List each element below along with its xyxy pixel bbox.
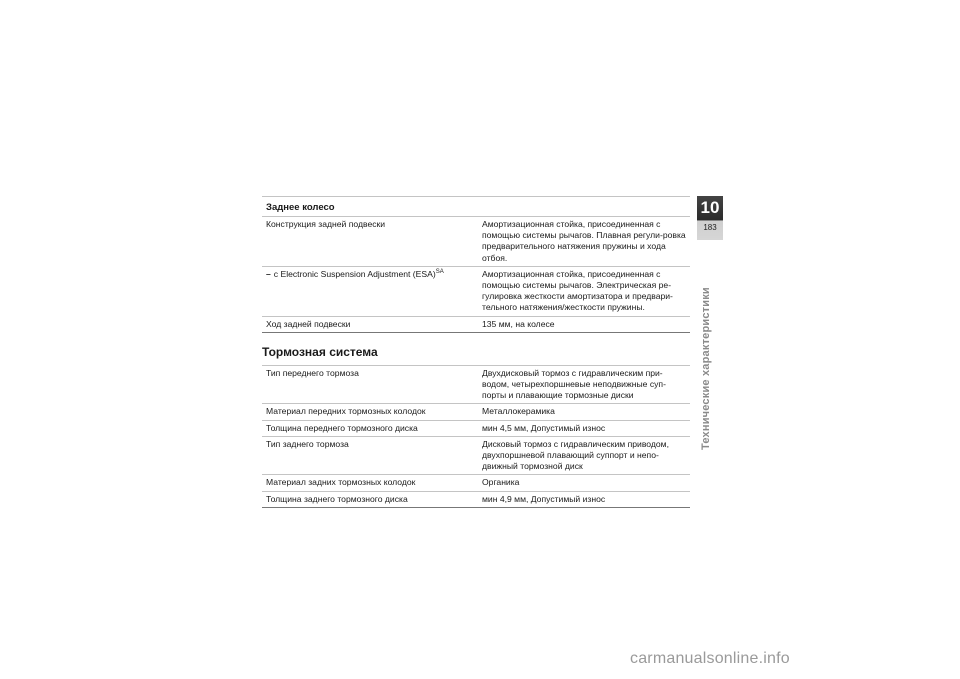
row-label-text: с Electronic Suspension Adjustment (ESA) xyxy=(273,268,436,279)
brakes-table xyxy=(262,365,690,508)
row-value: Дисковый тормоз с гидравлическим приводом, двухпоршневой плавающий суппорт и непо-движный тормозной диск xyxy=(478,436,690,475)
chapter-tab xyxy=(697,196,723,240)
chapter-number: 10 xyxy=(700,198,720,217)
row-value: Амортизационная стойка, присоединенная с помощью системы рычагов. Электрическая ре-гулировка жесткости амортизатора и предвари-тельного натяжения/жесткости пружины. xyxy=(478,266,690,316)
row-value: Двухдисковый тормоз с гидравлическим при-водом, четырехпоршневые неподвижные суп-порты и плавающие тормозные диски xyxy=(478,365,690,404)
row-label: Тип заднего тормоза xyxy=(262,436,478,475)
row-label: Ход задней подвески xyxy=(262,316,478,332)
page-number: 183 xyxy=(703,223,717,232)
row-label: Тип переднего тормоза xyxy=(262,365,478,404)
table-row xyxy=(262,436,690,475)
table-row xyxy=(262,404,690,420)
table-row xyxy=(262,475,690,491)
row-label: Толщина переднего тормозного диска xyxy=(262,420,478,436)
row-label-esa xyxy=(262,266,478,316)
chapter-side-title: Технические характеристики xyxy=(700,287,712,450)
row-value: 135 мм, на колесе xyxy=(478,316,690,332)
row-value: Органика xyxy=(478,475,690,491)
row-label: Материал задних тормозных колодок xyxy=(262,475,478,491)
row-label: Конструкция задней подвески xyxy=(262,217,478,267)
row-label: Материал передних тормозных колодок xyxy=(262,404,478,420)
rear-wheel-title: Заднее колесо xyxy=(262,196,690,216)
table-row xyxy=(262,266,690,316)
spec-content xyxy=(262,196,690,508)
row-value: мин 4,5 мм, Допустимый износ xyxy=(478,420,690,436)
table-row xyxy=(262,217,690,267)
option-sup: SA xyxy=(435,268,444,275)
table-row xyxy=(262,365,690,404)
watermark: carmanualsonline.info xyxy=(630,650,790,667)
rear-wheel-table xyxy=(262,216,690,333)
row-value: Металлокерамика xyxy=(478,404,690,420)
row-value: Амортизационная стойка, присоединенная с помощью системы рычагов. Плавная регули-ровка предварительного натяжения пружины и хода отбоя. xyxy=(478,217,690,267)
row-label: Толщина заднего тормозного диска xyxy=(262,491,478,507)
row-value: мин 4,9 мм, Допустимый износ xyxy=(478,491,690,507)
table-row xyxy=(262,316,690,332)
brakes-heading: Тормозная система xyxy=(262,344,378,359)
table-row xyxy=(262,420,690,436)
table-row xyxy=(262,491,690,507)
dash-marker: – xyxy=(266,268,271,279)
